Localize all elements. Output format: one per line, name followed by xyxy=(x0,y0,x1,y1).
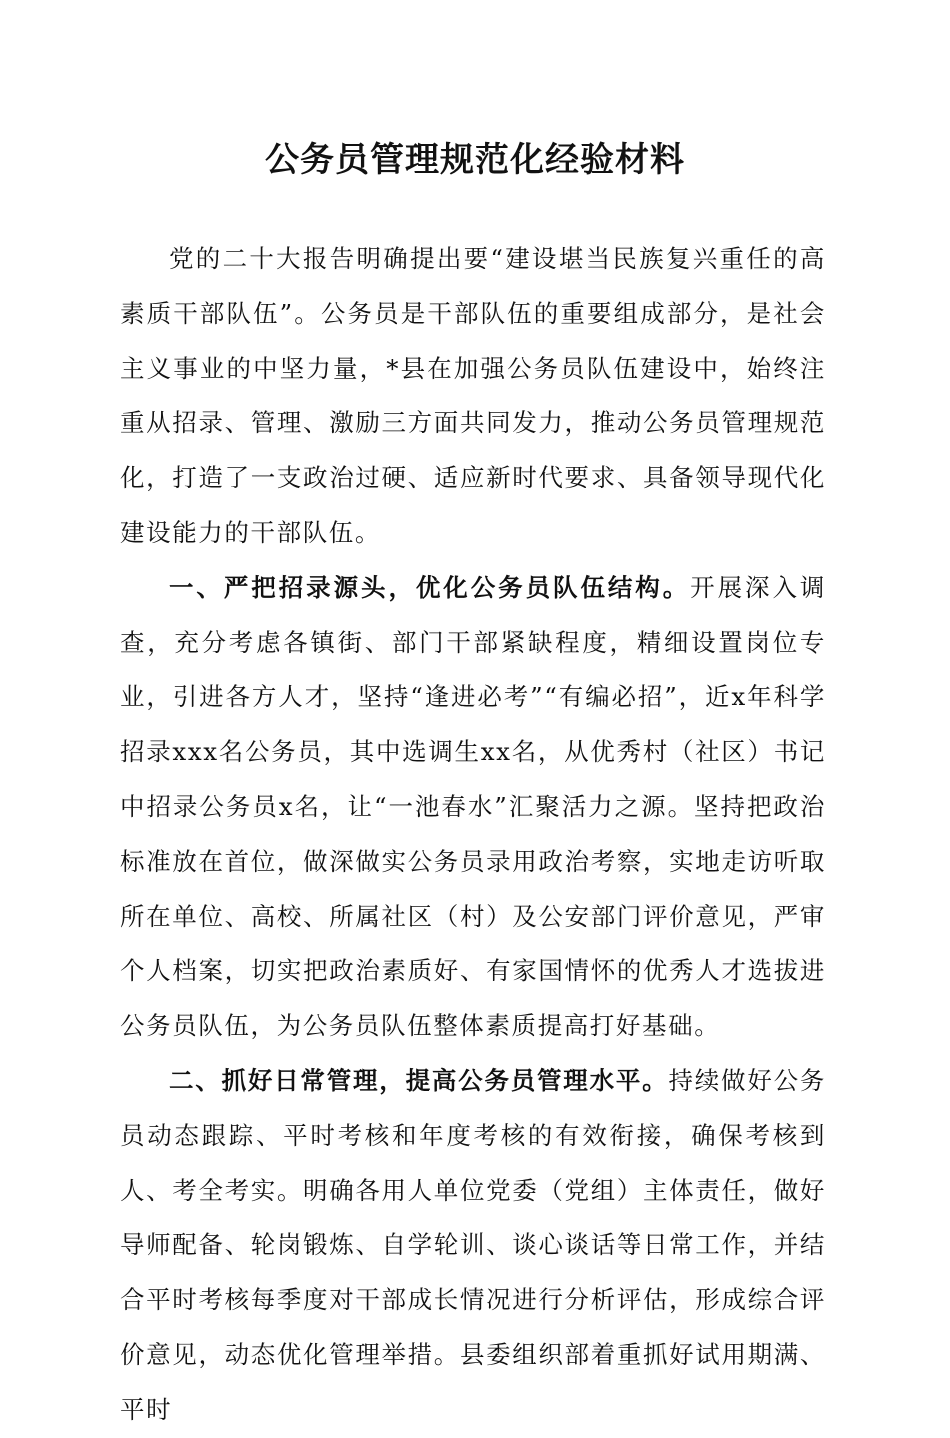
section-heading: 一、严把招录源头，优化公务员队伍结构。 xyxy=(169,572,691,602)
paragraph-text: 持续做好公务员动态跟踪、平时考核和年度考核的有效衔接，确保考核到人、考全考实。明确各用人单位党委（党组）主体责任，做好导师配备、轮岗锻炼、自学轮训、谈心谈话等日常工作，并结合平时考核每季度对干部成长情况进行分析评估，形成综合评价意见，动态优化管理举措。县委组织部着重抓好试用期满、平时 xyxy=(120,1065,826,1424)
paragraph-section-1 xyxy=(120,561,826,1054)
paragraph-section-2 xyxy=(120,1054,826,1438)
document-title: 公务员管理规范化经验材料 xyxy=(265,140,685,180)
paragraph-text: 党的二十大报告明确提出要“建设堪当民族复兴重任的高素质干部队伍”。公务员是干部队伍的重要组成部分，是社会主义事业的中坚力量，*县在加强公务员队伍建设中，始终注重从招录、管理、激励三方面共同发力，推动公务员管理规范化，打造了一支政治过硬、适应新时代要求、具备领导现代化建设能力的干部队伍。 xyxy=(120,244,826,547)
paragraph-intro xyxy=(120,232,826,561)
document-body xyxy=(120,232,826,1438)
section-heading: 二、抓好日常管理，提高公务员管理水平。 xyxy=(169,1065,669,1095)
paragraph-text: 开展深入调查，充分考虑各镇街、部门干部紧缺程度，精细设置岗位专业，引进各方人才，坚持“逢进必考”“有编必招”，近x年科学招录xxx名公务员，其中选调生xx名，从优秀村（社区）书记中招录公务员x名，让“一池春水”汇聚活力之源。坚持把政治标准放在首位，做深做实公务员录用政治考察，实地走访听取所在单位、高校、所属社区（村）及公安部门评价意见，严审个人档案，切实把政治素质好、有家国情怀的优秀人才选拔进公务员队伍，为公务员队伍整体素质提高打好基础。 xyxy=(120,572,826,1041)
